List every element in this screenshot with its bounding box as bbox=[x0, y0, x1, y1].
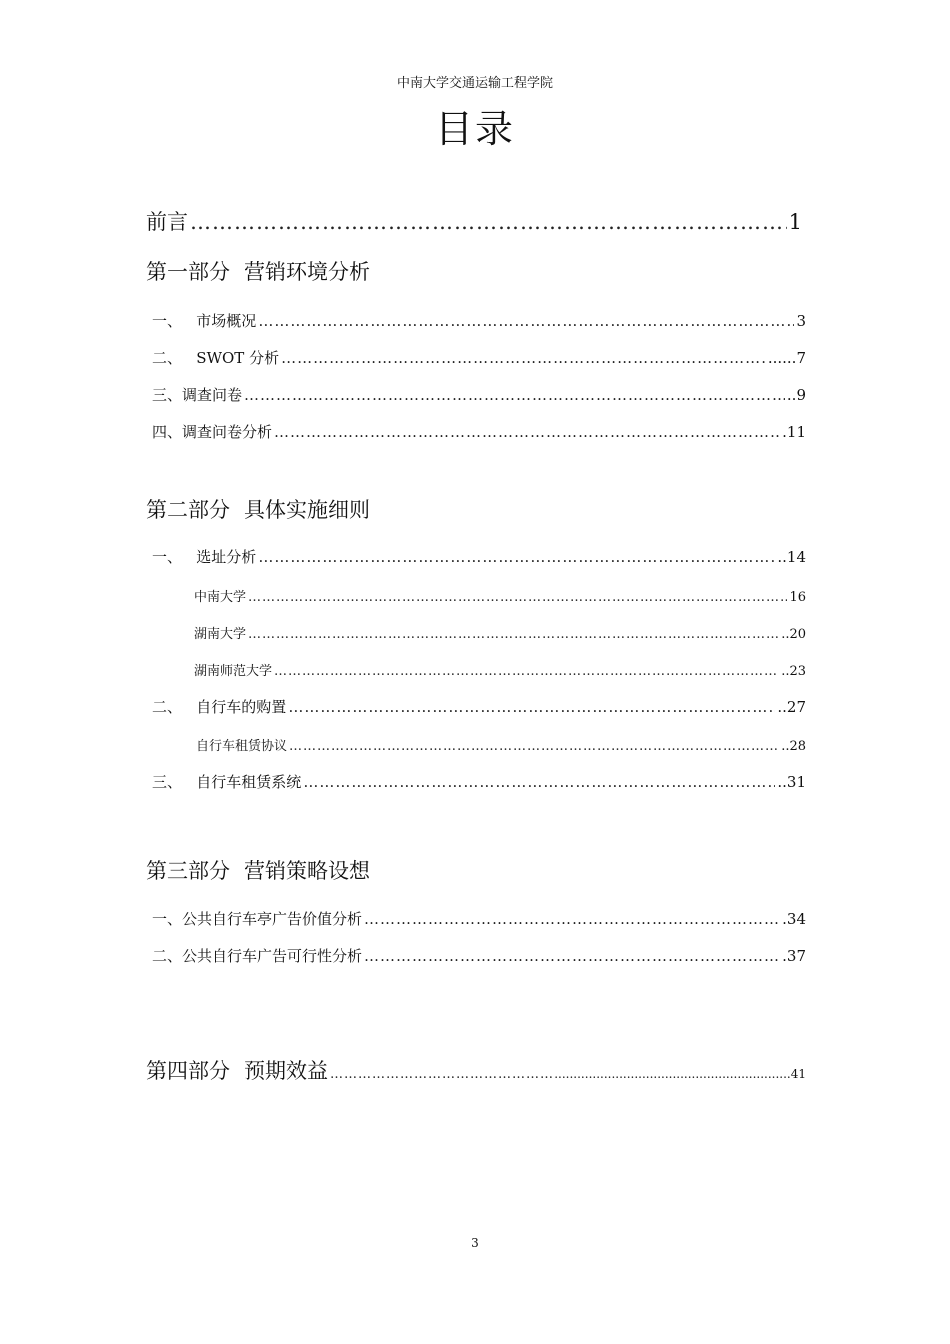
toc-page-number: 16 bbox=[789, 590, 806, 605]
toc-subentry[interactable] bbox=[194, 660, 806, 679]
toc-entry-label: 中南大学 bbox=[194, 590, 247, 605]
dot-leader bbox=[289, 739, 779, 754]
toc-page-number: ......7 bbox=[767, 349, 806, 367]
part1-heading[interactable] bbox=[146, 256, 370, 286]
toc-page-number: 1 bbox=[788, 210, 802, 234]
toc-page-number: ..31 bbox=[777, 773, 806, 791]
part-number: 第二部分 bbox=[146, 498, 230, 522]
dot-leader bbox=[248, 627, 779, 642]
toc-page-number: .11 bbox=[782, 423, 806, 441]
toc-entry[interactable] bbox=[152, 384, 806, 405]
part-number: 第三部分 bbox=[146, 859, 230, 883]
toc-entry[interactable] bbox=[152, 421, 806, 442]
toc-entry[interactable] bbox=[152, 945, 806, 966]
toc-page-number: ..14 bbox=[777, 548, 806, 566]
toc-entry[interactable] bbox=[152, 546, 806, 567]
toc-entry[interactable] bbox=[152, 908, 806, 929]
toc-page-number: ..............................................................41 bbox=[554, 1067, 806, 1081]
toc-entry-label: 自行车租赁协议 bbox=[196, 739, 288, 754]
toc-entry-label: 三、调查问卷 bbox=[152, 386, 243, 404]
dot-leader bbox=[248, 590, 787, 605]
dot-leader bbox=[274, 423, 780, 441]
toc-subentry[interactable] bbox=[196, 735, 806, 754]
dot-leader bbox=[190, 210, 787, 234]
toc-page-number: ..23 bbox=[781, 664, 806, 679]
toc-page-number: ..9 bbox=[786, 386, 806, 404]
part-name: 预期效益 bbox=[244, 1059, 328, 1083]
toc-page-number: ..20 bbox=[781, 627, 806, 642]
part-name: 营销策略设想 bbox=[244, 859, 370, 883]
dot-leader bbox=[258, 312, 794, 330]
toc-entry-label: 二、公共自行车广告可行性分析 bbox=[152, 947, 363, 965]
toc-page-number: 3 bbox=[796, 312, 806, 330]
toc-entry-label: 湖南大学 bbox=[194, 627, 247, 642]
toc-subentry[interactable] bbox=[194, 586, 806, 605]
toc-entry[interactable] bbox=[152, 347, 806, 368]
toc-page-number: ..27 bbox=[777, 698, 806, 716]
dot-leader bbox=[281, 349, 766, 367]
toc-page-number: ..28 bbox=[781, 739, 806, 754]
dot-leader bbox=[288, 698, 775, 716]
toc-entry-label: 二、 自行车的购置 bbox=[152, 698, 287, 716]
toc-entry-label: 湖南师范大学 bbox=[194, 664, 273, 679]
dot-leader bbox=[258, 548, 775, 566]
part-number: 第一部分 bbox=[146, 260, 230, 284]
toc-entry[interactable] bbox=[152, 696, 806, 717]
page-number-footer: 3 bbox=[471, 1236, 479, 1250]
dot-leader bbox=[364, 947, 780, 965]
part3-heading[interactable] bbox=[146, 855, 370, 885]
part-number: 第四部分 bbox=[146, 1059, 230, 1083]
toc-entry-preface[interactable] bbox=[146, 206, 802, 236]
toc-entry-label: 前言 bbox=[146, 210, 188, 234]
part-name: 具体实施细则 bbox=[244, 498, 370, 522]
dot-leader bbox=[303, 773, 775, 791]
toc-page-number: .37 bbox=[782, 947, 806, 965]
toc-entry[interactable] bbox=[152, 310, 806, 331]
toc-entry-label: 二、 SWOT 分析 bbox=[152, 349, 280, 367]
toc-page-number: .34 bbox=[782, 910, 806, 928]
dot-leader bbox=[274, 664, 779, 679]
part2-heading[interactable] bbox=[146, 494, 370, 524]
part4-label bbox=[146, 1055, 328, 1085]
toc-entry[interactable] bbox=[152, 771, 806, 792]
toc-entry-label: 三、 自行车租赁系统 bbox=[152, 773, 302, 791]
dot-leader bbox=[244, 386, 785, 404]
dot-leader bbox=[364, 910, 780, 928]
toc-entry-label: 一、公共自行车亭广告价值分析 bbox=[152, 910, 363, 928]
toc-entry-label: 一、 选址分析 bbox=[152, 548, 257, 566]
toc-entry-label: 一、 市场概况 bbox=[152, 312, 257, 330]
part-name: 营销环境分析 bbox=[244, 260, 370, 284]
page-title: 目录 bbox=[434, 107, 515, 151]
running-header: 中南大学交通运输工程学院 bbox=[396, 76, 553, 91]
toc-subentry[interactable] bbox=[194, 623, 806, 642]
part4-heading[interactable] bbox=[146, 1055, 806, 1085]
toc-entry-label: 四、调查问卷分析 bbox=[152, 423, 273, 441]
dot-leader bbox=[330, 1067, 552, 1082]
